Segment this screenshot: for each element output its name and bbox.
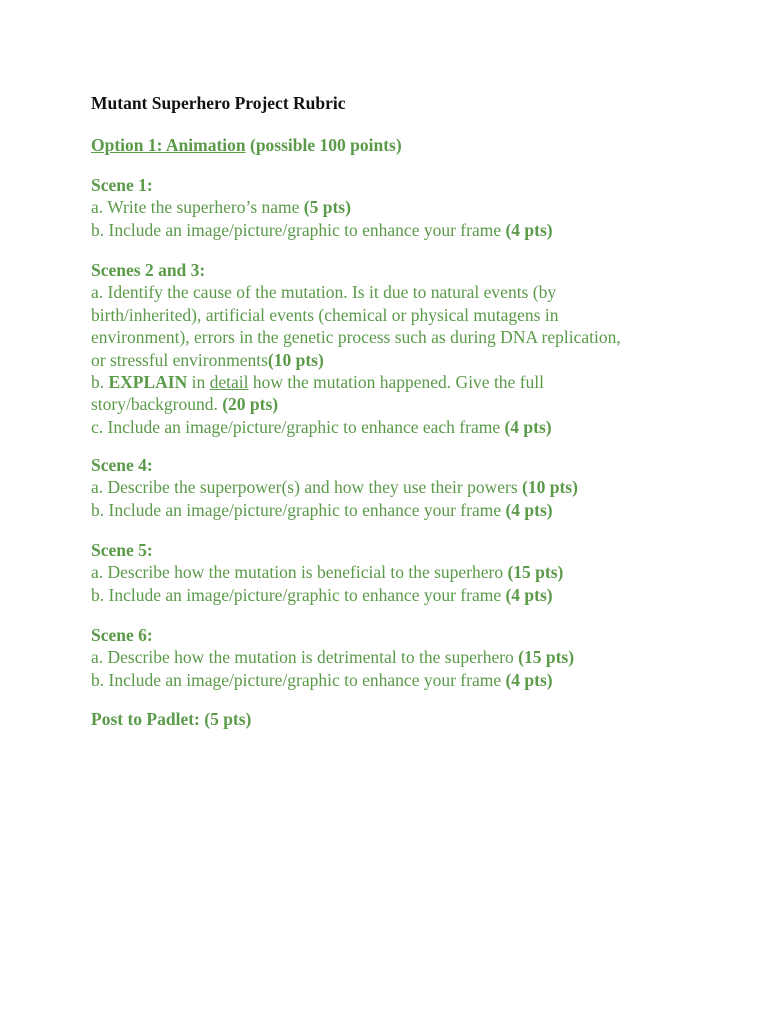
scene-5-item-a: a. Describe how the mutation is beneficial to the superhero (15 pts): [91, 562, 564, 583]
option-points: (possible 100 points): [250, 135, 402, 155]
post-to-padlet: Post to Padlet: (5 pts): [91, 709, 252, 729]
scene-5-heading: Scene 5:: [91, 540, 153, 560]
scenes-2-3-item-a-line-1: a. Identify the cause of the mutation. Is it due to natural events (by: [91, 282, 557, 303]
scenes-2-3-item-b-line-1: b. EXPLAIN in detail how the mutation happened. Give the full: [91, 372, 544, 393]
scene-5-section: [91, 539, 691, 606]
scenes-2-3-heading: Scenes 2 and 3:: [91, 260, 206, 280]
scenes-2-3-section: [91, 259, 691, 438]
scene-6-section: [91, 624, 691, 691]
scene-1-item-a: a. Write the superhero’s name (5 pts): [91, 197, 351, 218]
scene-6-item-a: a. Describe how the mutation is detrimental to the superhero (15 pts): [91, 647, 575, 668]
scene-1-item-b: b. Include an image/picture/graphic to enhance your frame (4 pts): [91, 219, 553, 240]
scene-6-heading: Scene 6:: [91, 625, 153, 645]
scene-1-section: [91, 174, 691, 241]
scene-4-heading: Scene 4:: [91, 455, 153, 475]
scene-6-item-b: b. Include an image/picture/graphic to enhance your frame (4 pts): [91, 669, 553, 690]
scenes-2-3-item-b-line-2: story/background. (20 pts): [91, 394, 279, 415]
option-heading: [91, 135, 402, 156]
scene-4-item-a: a. Describe the superpower(s) and how they use their powers (10 pts): [91, 477, 578, 498]
scenes-2-3-item-a-line-3: environment), errors in the genetic process such as during DNA replication,: [91, 327, 621, 348]
scenes-2-3-item-a-line-2: birth/inherited), artificial events (chemical or physical mutagens in: [91, 304, 559, 325]
option-label: Option 1: Animation: [91, 135, 246, 155]
scene-1-heading: Scene 1:: [91, 175, 153, 195]
scenes-2-3-item-c: c. Include an image/picture/graphic to enhance each frame (4 pts): [91, 416, 552, 437]
scenes-2-3-item-a-line-4: or stressful environments(10 pts): [91, 349, 324, 370]
scene-5-item-b: b. Include an image/picture/graphic to enhance your frame (4 pts): [91, 584, 553, 605]
scene-4-section: [91, 454, 691, 521]
scene-4-item-b: b. Include an image/picture/graphic to enhance your frame (4 pts): [91, 499, 553, 520]
document-title: Mutant Superhero Project Rubric: [91, 93, 346, 113]
